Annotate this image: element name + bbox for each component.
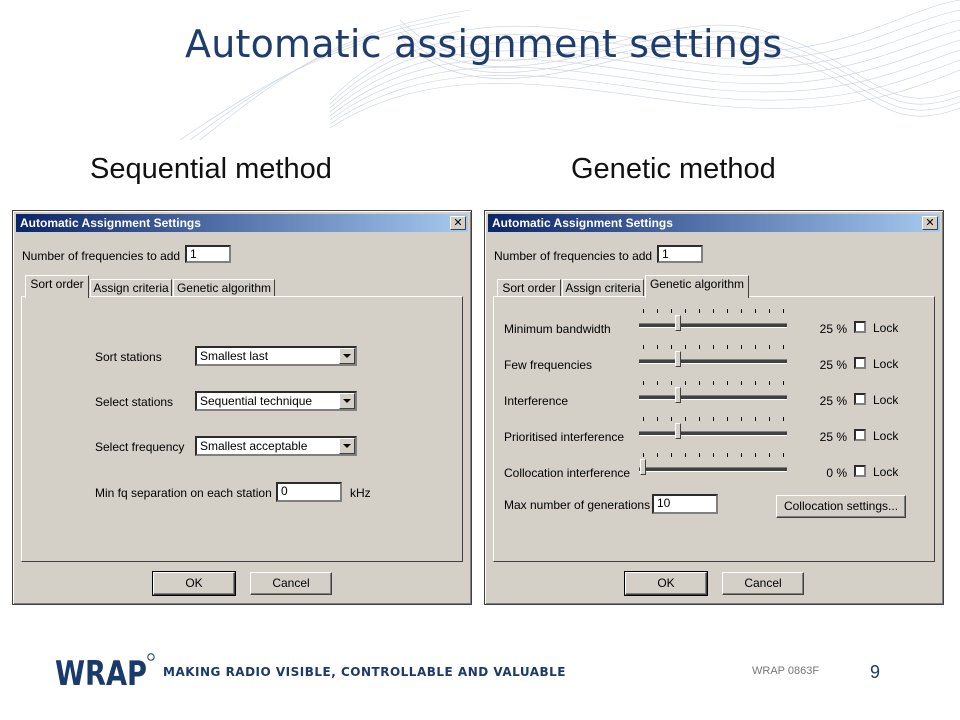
dialog-title: Automatic Assignment Settings (20, 216, 201, 230)
slider-thumb[interactable] (675, 387, 681, 403)
slider-ticks (643, 453, 783, 458)
document-reference: WRAP 0863F (752, 665, 820, 677)
lock-label: Lock (873, 429, 899, 443)
sequential-settings-dialog (12, 210, 472, 605)
min-separation-unit: kHz (350, 486, 371, 500)
weight-slider[interactable] (639, 309, 787, 337)
slider-label: Few frequencies (504, 358, 593, 372)
slider-percent: 25 % (819, 358, 847, 372)
ok-button[interactable]: OK (153, 572, 235, 595)
lock-checkbox[interactable] (854, 393, 866, 405)
max-generations-label: Max number of generations (504, 498, 651, 512)
min-separation-label: Min fq separation on each station (95, 486, 272, 500)
dialog-titlebar[interactable] (16, 214, 468, 232)
lock-checkbox[interactable] (854, 465, 866, 477)
genetic-method-label: Genetic method (571, 153, 776, 185)
lock-checkbox[interactable] (854, 321, 866, 333)
lock-label: Lock (873, 357, 899, 371)
dialog-title: Automatic Assignment Settings (492, 216, 673, 230)
tab-genetic-algorithm[interactable]: Genetic algorithm (173, 279, 275, 297)
lock-checkbox[interactable] (854, 357, 866, 369)
wrap-logo (55, 652, 155, 694)
sort-order-panel (21, 296, 463, 562)
sort-stations-select[interactable] (195, 346, 357, 366)
close-icon[interactable]: ✕ (450, 216, 466, 230)
slider-ticks (643, 345, 783, 350)
cancel-button[interactable]: Cancel (722, 572, 804, 595)
select-stations-select[interactable] (195, 391, 357, 411)
select-frequency-label: Select frequency (95, 440, 185, 454)
weight-slider[interactable] (639, 417, 787, 445)
footer-tagline: MAKING RADIO VISIBLE, CONTROLLABLE AND VALUABLE (163, 665, 567, 679)
page-number: 9 (870, 662, 881, 682)
sort-stations-label: Sort stations (95, 350, 162, 364)
tab-sort-order[interactable]: Sort order (497, 279, 561, 297)
num-frequencies-label: Number of frequencies to add (494, 249, 653, 263)
num-frequencies-label: Number of frequencies to add (22, 249, 181, 263)
slider-track (639, 467, 787, 472)
slider-label: Collocation interference (504, 466, 631, 480)
slider-track (639, 395, 787, 400)
slider-ticks (643, 417, 783, 422)
select-frequency-select[interactable] (195, 436, 357, 456)
weight-slider[interactable] (639, 345, 787, 373)
lock-label: Lock (873, 393, 899, 407)
chevron-down-icon[interactable] (339, 438, 355, 454)
select-frequency-value: Smallest acceptable (200, 439, 308, 453)
tab-assign-criteria[interactable]: Assign criteria (90, 279, 172, 297)
slider-percent: 0 % (826, 466, 847, 480)
tab-sort-order[interactable]: Sort order (25, 275, 89, 298)
slider-label: Minimum bandwidth (504, 322, 611, 336)
slider-thumb[interactable] (675, 351, 681, 367)
dialog-titlebar[interactable] (488, 214, 940, 232)
sort-stations-value: Smallest last (200, 349, 269, 363)
weight-slider[interactable] (639, 453, 787, 481)
chevron-down-icon[interactable] (339, 393, 355, 409)
num-frequencies-input[interactable]: 1 (185, 245, 231, 263)
slider-percent: 25 % (819, 430, 847, 444)
lock-checkbox[interactable] (854, 429, 866, 441)
lock-label: Lock (873, 465, 899, 479)
num-frequencies-input[interactable]: 1 (657, 245, 703, 263)
slider-label: Interference (504, 394, 569, 408)
slider-ticks (643, 309, 783, 314)
chevron-down-icon[interactable] (339, 348, 355, 364)
slider-label: Prioritised interference (504, 430, 625, 444)
slide-title: Automatic assignment settings (185, 22, 783, 66)
sequential-method-label: Sequential method (90, 153, 332, 185)
slider-thumb[interactable] (640, 459, 646, 475)
wrap-logo-text: WRAP (55, 654, 147, 694)
slider-thumb[interactable] (675, 423, 681, 439)
slider-track (639, 359, 787, 364)
lock-label: Lock (873, 321, 899, 335)
genetic-settings-dialog (484, 210, 944, 605)
slider-percent: 25 % (819, 322, 847, 336)
slider-percent: 25 % (819, 394, 847, 408)
select-stations-label: Select stations (95, 395, 174, 409)
close-icon[interactable]: ✕ (922, 216, 938, 230)
ok-button[interactable]: OK (625, 572, 707, 595)
slider-track (639, 323, 787, 328)
select-stations-value: Sequential technique (200, 394, 313, 408)
min-separation-input[interactable]: 0 (276, 482, 342, 502)
cancel-button[interactable]: Cancel (250, 572, 332, 595)
max-generations-input[interactable]: 10 (652, 494, 718, 514)
slider-track (639, 431, 787, 436)
tab-genetic-algorithm[interactable]: Genetic algorithm (645, 275, 749, 298)
weight-slider[interactable] (639, 381, 787, 409)
collocation-settings-button[interactable]: Collocation settings... (776, 495, 906, 518)
tab-assign-criteria[interactable]: Assign criteria (562, 279, 644, 297)
slider-thumb[interactable] (675, 315, 681, 331)
slider-ticks (643, 381, 783, 386)
